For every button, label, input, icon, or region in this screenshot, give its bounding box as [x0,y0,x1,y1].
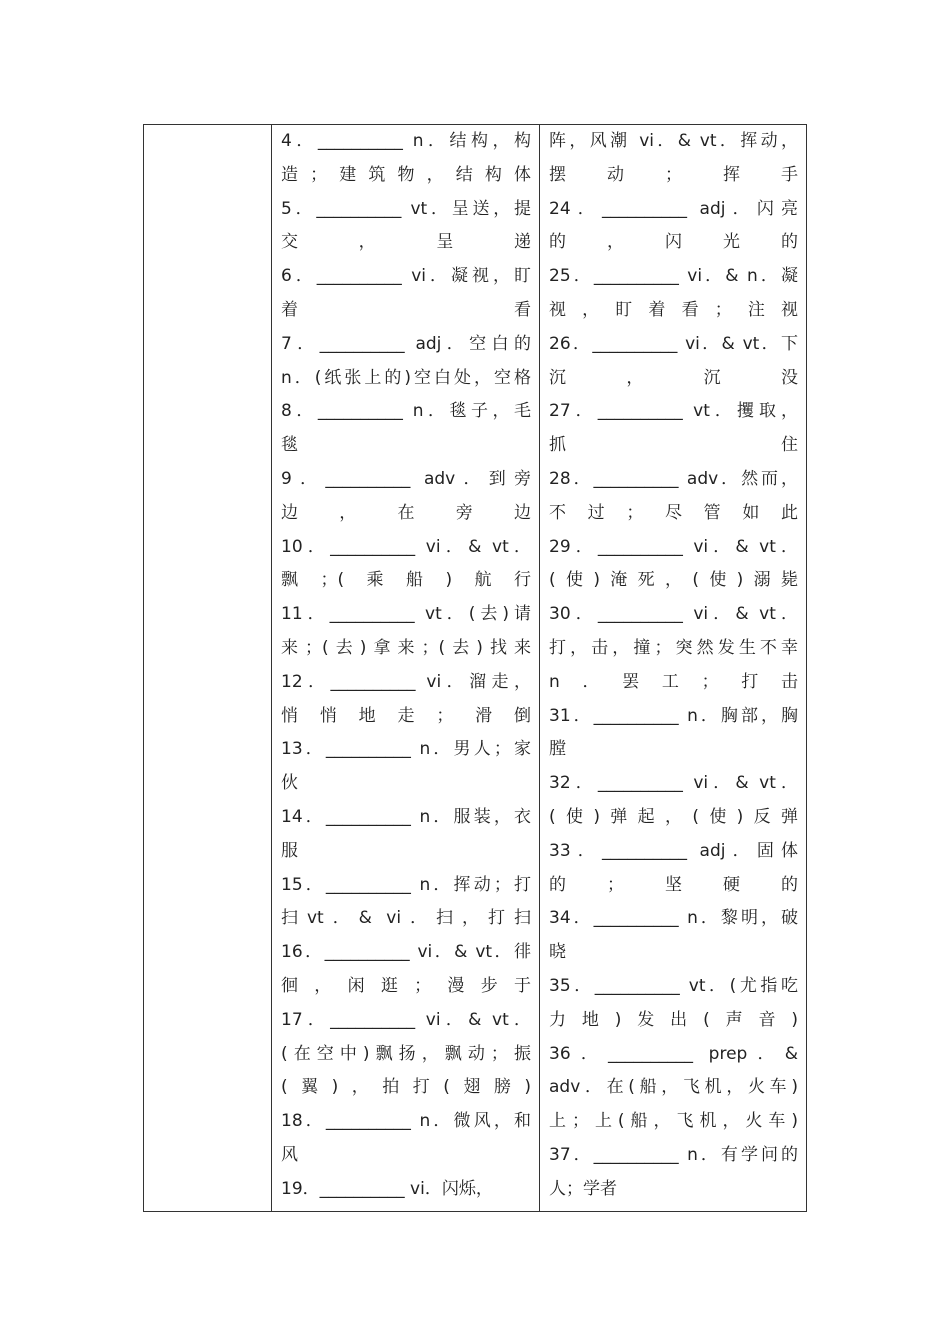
text-line: (使)弹起，(使)反弹 [549,806,798,827]
text-line: 4．__________ n．结构，构 [281,131,531,151]
text-line: 9．__________ adv．到旁 [281,468,531,489]
text-line: 膛 [549,739,566,760]
text-line: 飘；(乘船)航行 [281,570,531,591]
text-line: 的；坚硬的 [549,874,798,895]
text-line: 32．__________ vi．& vt． [549,773,798,794]
text-line: 29．__________ vi．& vt． [549,536,798,557]
text-line: 30．__________ vi．& vt． [549,604,798,625]
text-line: 8．__________ n．毯子，毛 [281,401,531,422]
text-line: n．(纸张上的)空白处，空格 [281,367,531,388]
text-line: 摆动；挥手 [549,164,798,185]
text-line: 13．__________ n．男人；家 [281,739,531,760]
text-line: 视，盯着看；注视 [549,299,798,320]
text-line: 26．__________ vi．& vt．下 [549,333,798,354]
text-line: 悄悄地走；滑倒 [281,705,531,726]
text-line: 10．__________ vi．& vt． [281,536,531,557]
text-line: 着看 [281,299,531,320]
text-line: 伙 [281,773,298,794]
text-line: 27．__________ vt．攫取， [549,401,798,422]
text-line: 造；建筑物，结构体 [281,164,531,185]
text-line: 11．__________ vt．(去)请 [281,604,531,625]
text-line: 16．__________ vi．& vt．徘 [281,942,531,963]
text-line: 25．__________ vi．& n．凝 [549,266,798,287]
text-line: 6．__________ vi．凝视，盯 [281,266,531,287]
middle-column [272,125,540,1211]
text-line: 7．__________ adj．空白的 [281,333,531,354]
text-line: 上；上(船，飞机，火车) [549,1111,798,1132]
text-line: 阵，风潮 vi．& vt．挥动， [549,131,798,151]
text-line: 晓 [549,942,566,963]
text-line: 力地)发出(声音) [549,1009,798,1030]
text-line: 徊，闲逛；漫步于 [281,975,531,996]
text-line: 人；学者 [549,1178,617,1199]
text-line: 35．__________ vt．(尤指吃 [549,975,798,996]
text-line: 交，呈递 [281,232,531,253]
text-line: 边，在旁边 [281,502,531,523]
text-line: 扫vt．& vi．扫，打扫 [281,908,531,929]
text-line: 33．__________ adj．固体 [549,840,798,861]
text-line: 的，闪光的 [549,232,798,253]
text-line: (翼)，拍打(翅膀) [281,1077,531,1098]
text-line: 不过；尽管如此 [549,502,798,523]
text-line: 24．__________ adj．闪亮 [549,198,798,219]
text-line: 36．__________ prep．& [549,1043,798,1064]
text-line: 12．__________ vi．溜走， [281,671,531,692]
text-line: 34．__________ n．黎明，破 [549,908,798,929]
text-line: 37．__________ n．有学问的 [549,1144,798,1165]
vocabulary-table [143,124,807,1212]
text-line: 毯 [281,435,298,456]
text-line: 沉，沉没 [549,367,798,388]
text-line: 5．__________ vt．呈送，提 [281,198,531,219]
text-line: 抓住 [549,435,798,456]
text-line: 31．__________ n．胸部，胸 [549,705,798,726]
text-line: 18．__________ n．微风，和 [281,1111,531,1132]
text-line: adv．在(船，飞机，火车) [549,1077,798,1098]
empty-left-column [144,125,272,1211]
text-line: 打，击，撞；突然发生不幸 [549,637,798,658]
text-line: (在空中)飘扬，飘动；振 [281,1043,531,1064]
text-line: 来；(去)拿来；(去)找来 [281,637,531,658]
text-line: (使)淹死，(使)溺毙 [549,570,798,591]
text-line: n．罢工；打击 [549,671,798,692]
text-line: 风 [281,1144,298,1165]
text-line: 14．__________ n．服装，衣 [281,806,531,827]
text-line: 19．__________ vi．闪烁， [281,1178,493,1199]
text-line: 服 [281,840,298,861]
text-line: 17．__________ vi．& vt． [281,1009,531,1030]
text-line: 28．__________ adv．然而， [549,468,798,489]
text-line: 15．__________ n．挥动；打 [281,874,531,895]
right-column [540,125,806,1211]
